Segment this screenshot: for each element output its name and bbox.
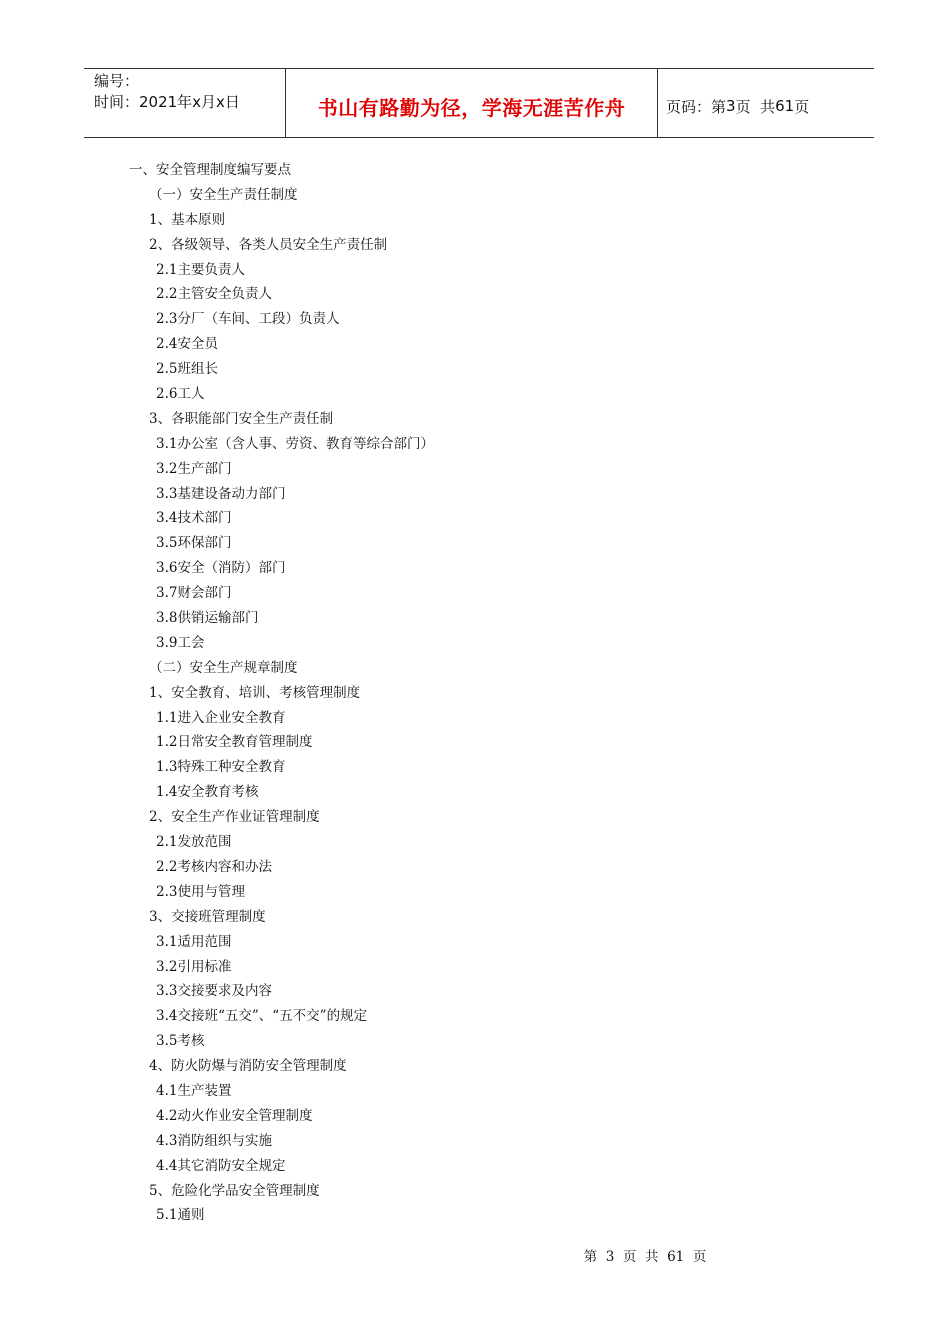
toc-item: 3.1适用范围 [156, 933, 232, 950]
toc-item: 2.1主要负责人 [156, 261, 245, 278]
toc-item: 1.1进入企业安全教育 [156, 709, 286, 726]
toc-item: 4、防火防爆与消防安全管理制度 [149, 1058, 347, 1075]
toc-item: 3.7财会部门 [156, 585, 232, 602]
toc-item: 3.1办公室（含人事、劳资、教育等综合部门） [156, 435, 434, 452]
toc-item: 2、安全生产作业证管理制度 [149, 809, 320, 826]
toc-item: 2.3分厂（车间、工段）负责人 [156, 311, 340, 328]
toc-item: 3.8供销运输部门 [156, 610, 259, 627]
toc-item: 1.3特殊工种安全教育 [156, 759, 286, 776]
toc-item: 4.1生产装置 [156, 1082, 232, 1099]
toc-item: 3.4交接班“五交”、“五不交”的规定 [156, 1008, 368, 1025]
header-motto: 书山有路勤为径，学海无涯苦作舟 [286, 69, 658, 137]
toc-item: 1.4安全教育考核 [156, 784, 259, 801]
toc-item: 4.3消防组织与实施 [156, 1132, 272, 1149]
toc-item: 3.9工会 [156, 634, 205, 651]
toc-item: 2、各级领导、各类人员安全生产责任制 [149, 236, 388, 253]
toc-item: 2.4安全员 [156, 336, 218, 353]
page-suffix: 页 [794, 97, 810, 116]
table-of-contents [0, 158, 950, 1228]
toc-item: 5、危险化学品安全管理制度 [149, 1182, 320, 1199]
toc-item: （一）安全生产责任制度 [149, 186, 298, 203]
toc-item: 1、基本原则 [149, 211, 226, 228]
toc-item: 1、安全教育、培训、考核管理制度 [149, 684, 361, 701]
toc-item: 3.3基建设备动力部门 [156, 485, 286, 502]
toc-item: 2.1发放范围 [156, 834, 232, 851]
toc-item: 2.3使用与管理 [156, 883, 245, 900]
toc-item: 3.5环保部门 [156, 535, 232, 552]
toc-item: （二）安全生产规章制度 [149, 659, 298, 676]
page-header [84, 68, 874, 138]
header-meta [84, 69, 286, 137]
toc-item: 2.2考核内容和办法 [156, 858, 272, 875]
toc-item: 4.2动火作业安全管理制度 [156, 1107, 313, 1124]
document-time: 时间：2021年x月x日 [94, 93, 240, 111]
toc-item: 3.5考核 [156, 1033, 205, 1050]
toc-item: 3.4技术部门 [156, 510, 232, 527]
toc-item: 2.6工人 [156, 386, 205, 403]
header-page-number [658, 69, 874, 137]
page-footer [0, 1245, 950, 1265]
toc-item: 5.1通则 [156, 1207, 205, 1224]
page-total: 61 [775, 97, 795, 115]
toc-item: 2.2主管安全负责人 [156, 286, 272, 303]
toc-item: 3.3交接要求及内容 [156, 983, 272, 1000]
toc-item: 3.2引用标准 [156, 958, 232, 975]
page-prefix: 页码：第 [666, 97, 727, 116]
toc-item: 2.5班组长 [156, 361, 218, 378]
toc-item: 3.6安全（消防）部门 [156, 560, 286, 577]
page-mid: 页 共 [735, 97, 776, 116]
toc-item: 3、各职能部门安全生产责任制 [149, 410, 334, 427]
document-number-label: 编号： [94, 72, 140, 90]
toc-item: 一、安全管理制度编写要点 [129, 162, 291, 178]
toc-item: 3.2生产部门 [156, 460, 232, 477]
toc-item: 1.2日常安全教育管理制度 [156, 734, 313, 751]
toc-item: 4.4其它消防安全规定 [156, 1157, 286, 1174]
footer-page-number: 第 3 页 共 61 页 [583, 1249, 707, 1265]
page-current: 3 [726, 97, 736, 115]
toc-item: 3、交接班管理制度 [149, 908, 266, 925]
